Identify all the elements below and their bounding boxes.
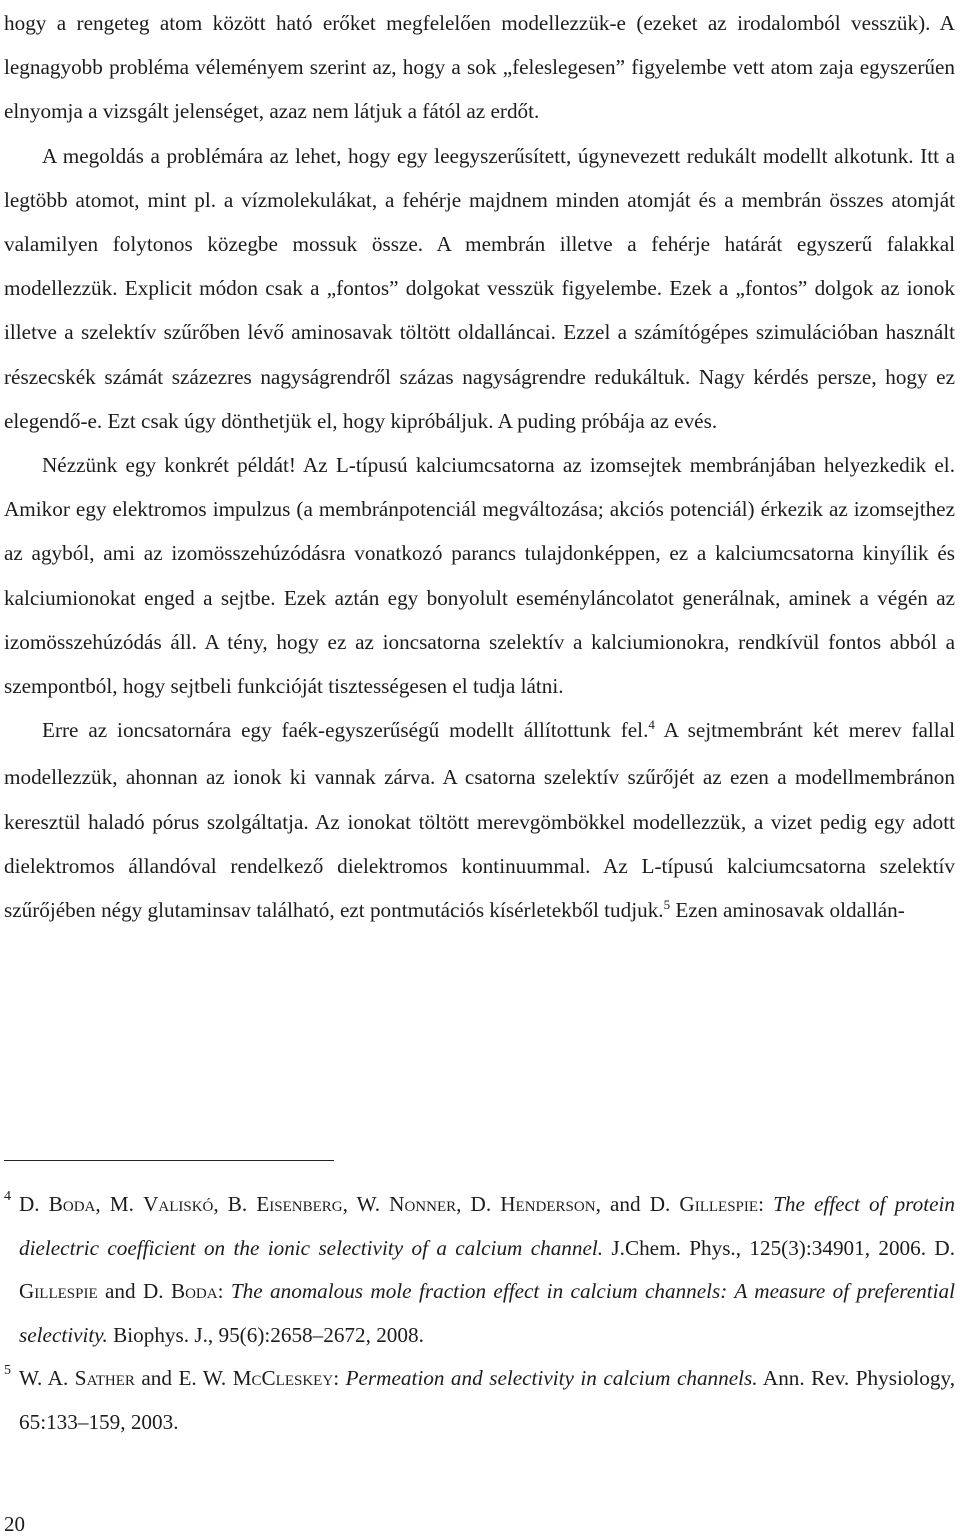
paragraph bbox=[4, 134, 955, 443]
author-name: Nonner bbox=[389, 1192, 457, 1216]
footnote bbox=[4, 1357, 955, 1444]
footnote-marker: 5 bbox=[4, 1363, 11, 1379]
text-run: W. A. bbox=[19, 1366, 75, 1391]
author-name: McCleskey bbox=[232, 1366, 334, 1391]
text-run: , B. bbox=[213, 1192, 257, 1216]
text-run: hogy a rengeteg atom között ható erőket megfelelően modellezzük-e (ezeket az irodalomból vesszük). A legnagyobb probléma véleményem szerint az, hogy a sok „feleslegesen” figyelembe vett atom zaja egyszerűen elnyomja a vizsgált jelenséget, azaz nem látjuk a fától az erdőt. bbox=[4, 11, 955, 124]
text-run: Biophys. J., 95(6):2658–2672, 2008. bbox=[107, 1322, 424, 1347]
paragraph bbox=[4, 708, 955, 935]
text-run: Ezen aminosavak oldallán- bbox=[670, 898, 905, 923]
text-run: : bbox=[333, 1366, 346, 1391]
text-run: : bbox=[217, 1279, 231, 1304]
text-run: D. bbox=[19, 1192, 49, 1216]
text-run: Nézzünk egy konkrét példát! Az L-típusú kalciumcsatorna az izomsejtek membránjában helyezkedik el. Amikor egy elektromos impulzus (a membránpotenciál megváltozása; akciós potenciál) érkezik az izomsejthez az agyból, ami az izomösszehúzódásra vonatkozó parancs tulajdonképpen, ez a kalciumcsatorna kinyílik és kalciumionokat enged a sejtbe. Ezek aztán egy bonyolult eseményláncolatot generálnak, aminek a végén az izomösszehúzódás áll. A tény, hogy ez az ioncsatorna szelektív a kalciumionokra, rendkívül fontos abból a szempontból, hogy sejtbeli funkcióját tisztességesen el tudja látni. bbox=[4, 453, 955, 699]
author-name: Gillespie bbox=[679, 1192, 759, 1216]
footnote-marker: 4 bbox=[4, 1189, 11, 1204]
text-run: , and D. bbox=[595, 1192, 680, 1216]
author-name: Boda bbox=[170, 1279, 218, 1304]
text-run: , D. bbox=[456, 1192, 501, 1216]
author-name: Eisenberg bbox=[256, 1192, 343, 1216]
paragraph bbox=[4, 1, 955, 134]
publication-title: The effect of protein dielectric coefficient on the ionic selectivity of a calcium channel. bbox=[19, 1192, 955, 1260]
footnote-reference: 5 bbox=[663, 897, 671, 913]
text-run: , W. bbox=[342, 1192, 390, 1216]
text-run: J.Chem. Phys., 125(3):34901, 2006. D. bbox=[603, 1235, 955, 1260]
publication-title: The anomalous mole fraction effect in calcium channels: A measure of preferential selectivity. bbox=[19, 1279, 955, 1347]
footnotes bbox=[4, 1183, 955, 1445]
paragraph bbox=[4, 443, 955, 708]
author-name: Boda bbox=[48, 1192, 96, 1216]
footnote-rule bbox=[4, 1160, 334, 1161]
author-name: Gillespie bbox=[19, 1279, 98, 1304]
footnote bbox=[4, 1183, 955, 1357]
text-run: , M. bbox=[95, 1192, 144, 1216]
text-run: A sejtmembránt két merev fallal modellezzük, ahonnan az ionok ki vannak zárva. A csatorna szelektív szűrőjét az ezen a modellmembránon keresztül haladó pórus szolgáltatja. Az ionokat töltött merevgömbökkel modellezzük, a vizet pedig egy adott dielektromos állandóval rendelkező dielektromos kontinuummal. Az L-típusú kalciumcsatorna szelektív szűrőjében négy glutaminsav található, ezt pontmutációs kísérletekből tudjuk. bbox=[4, 718, 955, 923]
author-name: Sather bbox=[74, 1366, 135, 1391]
author-name: Valiskó bbox=[143, 1192, 214, 1216]
text-run: and D. bbox=[97, 1279, 171, 1304]
text-run: and E. W. bbox=[134, 1366, 233, 1391]
text-run: A megoldás a problémára az lehet, hogy egy leegyszerűsített, úgynevezett redukált modellt alkotunk. Itt a legtöbb atomot, mint pl. a vízmolekulákat, a fehérje majdnem minden atomját és a membrán összes atomját valamilyen folytonos közegbe mossuk össze. A membrán illetve a fehérje határát egyszerű falakkal modellezzük. Explicit módon csak a „fontos” dolgokat vesszük figyelembe. Ezek a „fontos” dolgok az ionok illetve a szelektív szűrőben lévő aminosavak töltött oldalláncai. Ezzel a számítógépes szimulációban használt részecskék számát százezres nagyságrendről százas nagyságrendre redukáltuk. Nagy kérdés persze, hogy ez elegendő-e. Ezt csak úgy dönthetjük el, hogy kipróbáljuk. A puding próbája az evés. bbox=[4, 143, 955, 433]
page-number: 20 bbox=[4, 1512, 25, 1536]
body-text bbox=[4, 1, 955, 935]
text-run: : bbox=[758, 1192, 774, 1216]
author-name: Henderson bbox=[500, 1192, 596, 1216]
publication-title: Permeation and selectivity in calcium channels. bbox=[345, 1366, 758, 1391]
text-run: Ann. Rev. Physiology, 65:133–159, 2003. bbox=[19, 1366, 956, 1434]
text-run: Erre az ioncsatornára egy faék-egyszerűségű modellt állítottunk fel. bbox=[42, 718, 649, 743]
footnote-reference: 4 bbox=[648, 717, 655, 733]
